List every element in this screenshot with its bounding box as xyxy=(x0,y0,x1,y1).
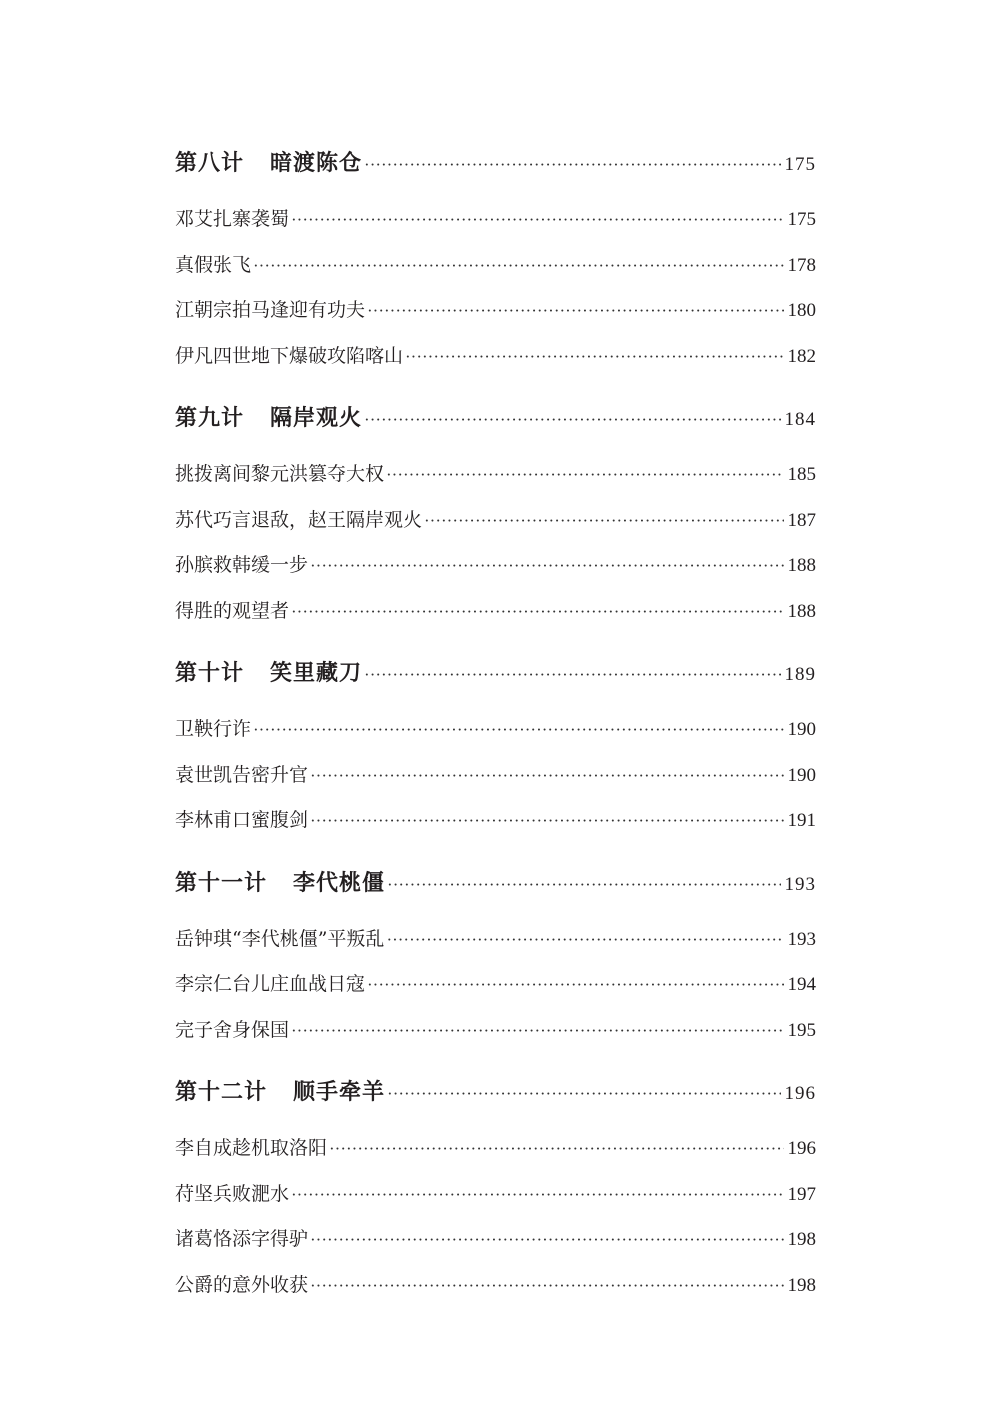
toc-entry xyxy=(175,250,816,277)
page-number: 178 xyxy=(787,255,816,276)
dot-leader xyxy=(367,975,783,995)
toc-entry xyxy=(175,1179,816,1206)
page-number: 198 xyxy=(787,1275,816,1296)
toc-entry xyxy=(175,1015,816,1042)
entry-title: 李宗仁台儿庄血战日寇 xyxy=(175,973,366,995)
chapter-heading xyxy=(175,146,816,177)
toc-entry xyxy=(175,760,816,787)
toc-entry xyxy=(175,1224,816,1251)
toc-entry xyxy=(175,596,816,623)
page-number: 187 xyxy=(787,510,816,531)
dot-leader xyxy=(367,301,783,321)
page-number: 197 xyxy=(787,1184,816,1205)
page-number: 175 xyxy=(787,209,816,230)
dot-leader xyxy=(387,875,780,895)
entry-title: 挑拨离间黎元洪篡夺大权 xyxy=(175,463,385,485)
entry-title: 卫鞅行诈 xyxy=(175,718,252,740)
page-number: 185 xyxy=(787,464,816,485)
chapter-name: 笑里藏刀 xyxy=(270,661,363,686)
dot-leader xyxy=(291,1021,783,1041)
entry-title: 得胜的观望者 xyxy=(175,600,290,622)
dot-leader xyxy=(364,410,780,430)
dot-leader xyxy=(291,1185,783,1205)
page-number: 194 xyxy=(787,974,816,995)
chapter-number: 第十计 xyxy=(175,661,245,686)
page-number: 193 xyxy=(787,929,816,950)
entry-title: 李自成趁机取洛阳 xyxy=(175,1137,328,1159)
dot-leader xyxy=(329,1139,783,1159)
chapter-heading xyxy=(175,1075,816,1106)
dot-leader xyxy=(386,465,783,485)
page-number: 180 xyxy=(787,300,816,321)
dot-leader xyxy=(310,1230,783,1250)
chapter-heading xyxy=(175,401,816,432)
chapter-number: 第八计 xyxy=(175,151,245,176)
toc-entry xyxy=(175,204,816,231)
toc-entry xyxy=(175,1270,816,1297)
page-number: 188 xyxy=(787,555,816,576)
toc-entry xyxy=(175,505,816,532)
chapter-number: 第十一计 xyxy=(175,871,268,896)
dot-leader xyxy=(253,720,783,740)
entry-title: 袁世凯告密升官 xyxy=(175,764,309,786)
chapter-name: 隔岸观火 xyxy=(270,406,363,431)
chapter-name: 暗渡陈仓 xyxy=(270,151,363,176)
page-number: 190 xyxy=(787,765,816,786)
entry-title: 邓艾扎寨袭蜀 xyxy=(175,208,290,230)
dot-leader xyxy=(253,256,783,276)
dot-leader xyxy=(291,210,783,230)
toc-entry xyxy=(175,459,816,486)
entry-title: 伊凡四世地下爆破攻陷喀山 xyxy=(175,345,404,367)
chapter-title xyxy=(175,401,362,432)
dot-leader xyxy=(387,1084,780,1104)
page-number: 195 xyxy=(787,1020,816,1041)
dot-leader xyxy=(424,511,783,531)
page-number: 196 xyxy=(784,1083,816,1104)
chapter-number: 第十二计 xyxy=(175,1080,268,1105)
page-number: 193 xyxy=(784,874,816,895)
entry-title: 岳钟琪“李代桃僵”平叛乱 xyxy=(175,928,385,950)
chapter-title xyxy=(175,656,362,687)
chapter-number: 第九计 xyxy=(175,406,245,431)
chapter-name: 顺手牵羊 xyxy=(293,1080,386,1105)
toc-entry xyxy=(175,1133,816,1160)
page-number: 175 xyxy=(784,154,816,175)
page-number: 182 xyxy=(787,346,816,367)
dot-leader xyxy=(310,556,783,576)
toc-entry xyxy=(175,805,816,832)
toc-entry xyxy=(175,969,816,996)
dot-leader xyxy=(310,766,783,786)
dot-leader xyxy=(364,665,780,685)
entry-title: 完子舍身保国 xyxy=(175,1019,290,1041)
chapter-title xyxy=(175,1075,385,1106)
toc-entry xyxy=(175,295,816,322)
dot-leader xyxy=(310,811,783,831)
dot-leader xyxy=(405,347,783,367)
toc-entry xyxy=(175,924,816,951)
toc-entry xyxy=(175,550,816,577)
entry-title: 江朝宗拍马逢迎有功夫 xyxy=(175,299,366,321)
chapter-heading xyxy=(175,866,816,897)
dot-leader xyxy=(310,1276,783,1296)
toc-entry xyxy=(175,341,816,368)
chapter-title xyxy=(175,146,362,177)
page-number: 188 xyxy=(787,601,816,622)
chapter-title xyxy=(175,866,385,897)
entry-title: 苏代巧言退敌，赵王隔岸观火 xyxy=(175,509,423,531)
page-number: 198 xyxy=(787,1229,816,1250)
entry-title: 孙膑救韩缓一步 xyxy=(175,554,309,576)
page-number: 196 xyxy=(787,1138,816,1159)
dot-leader xyxy=(291,602,783,622)
dot-leader xyxy=(386,930,783,950)
entry-title: 李林甫口蜜腹剑 xyxy=(175,809,309,831)
chapter-heading xyxy=(175,656,816,687)
page-number: 190 xyxy=(787,719,816,740)
page-number: 191 xyxy=(787,810,816,831)
dot-leader xyxy=(364,155,780,175)
page-number: 189 xyxy=(784,664,816,685)
toc-entry xyxy=(175,714,816,741)
entry-title: 苻坚兵败淝水 xyxy=(175,1183,290,1205)
chapter-name: 李代桃僵 xyxy=(293,871,386,896)
entry-title: 公爵的意外收获 xyxy=(175,1274,309,1296)
page-number: 184 xyxy=(784,409,816,430)
entry-title: 真假张飞 xyxy=(175,254,252,276)
entry-title: 诸葛恪添字得驴 xyxy=(175,1228,309,1250)
